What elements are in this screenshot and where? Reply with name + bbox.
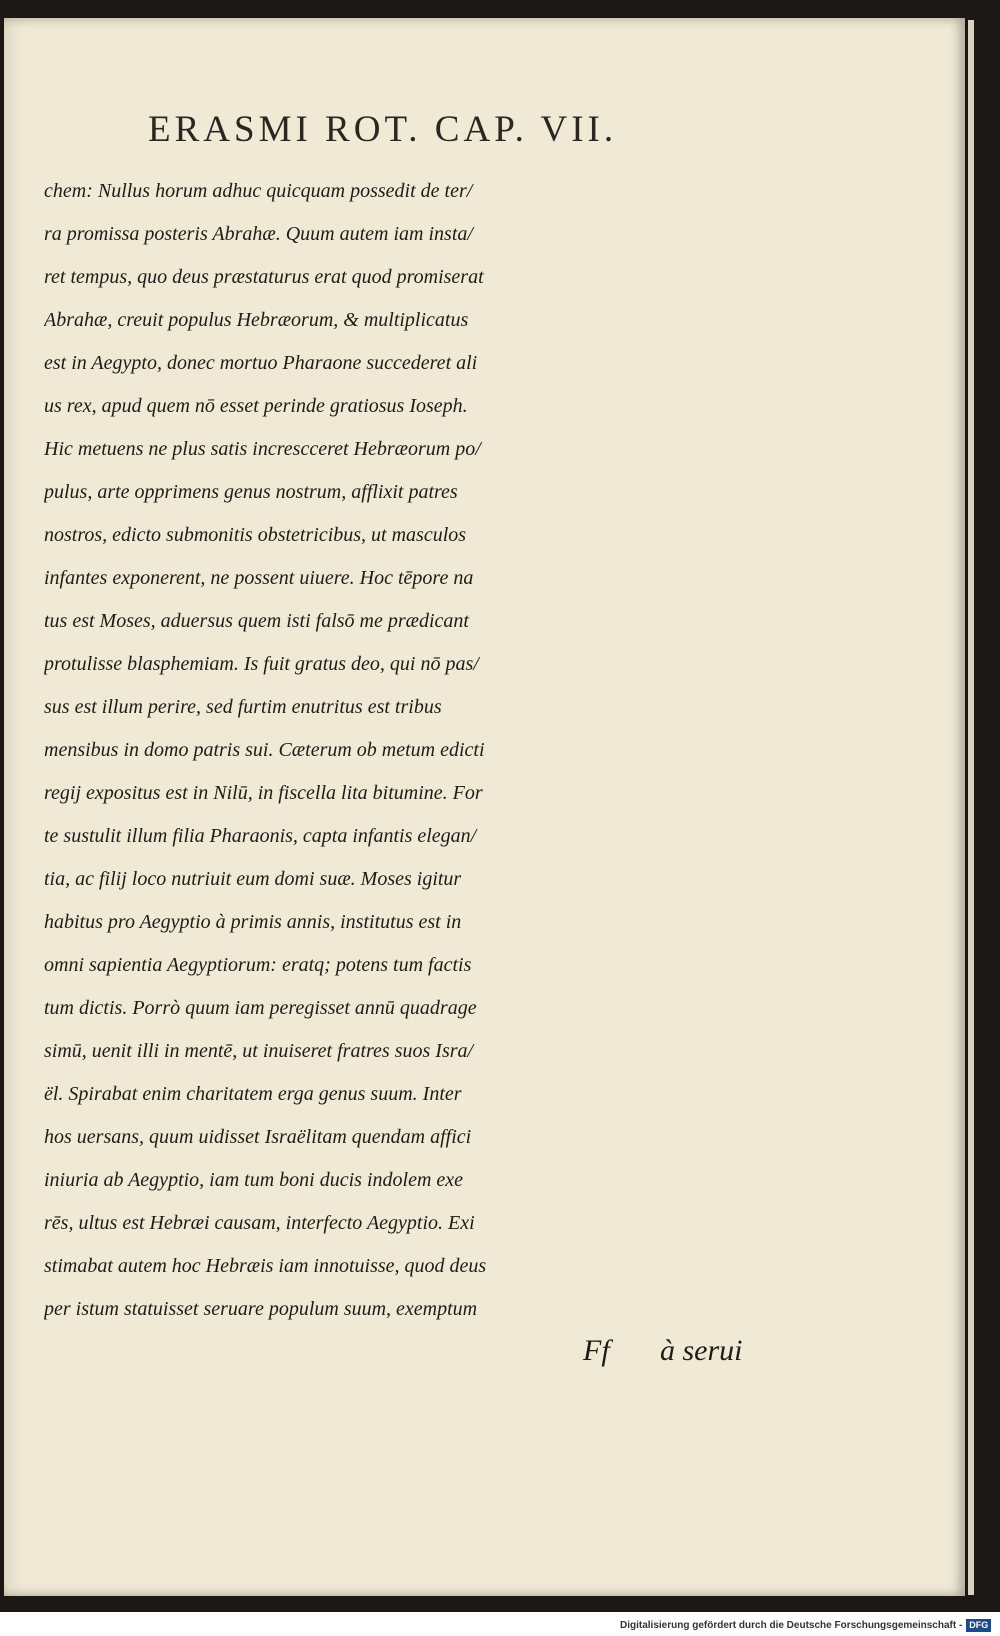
text-line: omni sapientia Aegyptiorum: eratq; potens tum factis bbox=[44, 954, 472, 976]
text-line: habitus pro Aegyptio à primis annis, institutus est in bbox=[44, 911, 462, 933]
footer-text: Digitalisierung gefördert durch die Deutsche Forschungsgemeinschaft - bbox=[620, 1619, 963, 1631]
text-line: regij expositus est in Nilū, in fiscella lita bitumine. For bbox=[44, 782, 483, 804]
text-line: us rex, apud quem nō esset perinde gratiosus Ioseph. bbox=[44, 395, 468, 417]
signature-mark: Ff bbox=[583, 1334, 610, 1367]
text-line: infantes exponerent, ne possent uiuere. Hoc tēpore na bbox=[44, 567, 474, 589]
text-line: ël. Spirabat enim charitatem erga genus suum. Inter bbox=[44, 1083, 462, 1105]
text-line: mensibus in domo patris sui. Cæterum ob metum edicti bbox=[44, 739, 485, 761]
text-line: nostros, edicto submonitis obstetricibus, ut masculos bbox=[44, 524, 467, 546]
body-text bbox=[44, 170, 754, 1331]
running-head: ERASMI ROT. CAP. VII. bbox=[148, 109, 618, 150]
catchword: à serui bbox=[660, 1334, 743, 1367]
text-line: Hic metuens ne plus satis increscceret Hebræorum po/ bbox=[44, 438, 481, 460]
text-line: protulisse blasphemiam. Is fuit gratus deo, qui nō pas/ bbox=[44, 653, 479, 675]
text-line: sus est illum perire, sed furtim enutritus est tribus bbox=[44, 696, 442, 718]
text-line: pulus, arte opprimens genus nostrum, afflixit patres bbox=[44, 481, 458, 503]
text-line: ra promissa posteris Abrahæ. Quum autem iam insta/ bbox=[44, 223, 473, 245]
text-line: hos uersans, quum uidisset Israëlitam quendam affici bbox=[44, 1126, 472, 1148]
text-line: stimabat autem hoc Hebræis iam innotuisse, quod deus bbox=[44, 1255, 487, 1277]
dfg-logo: DFG bbox=[966, 1619, 991, 1632]
text-line: tus est Moses, aduersus quem isti falsō me prædicant bbox=[44, 610, 469, 632]
text-line: ret tempus, quo deus præstaturus erat quod promiserat bbox=[44, 266, 484, 288]
page-edge bbox=[968, 20, 974, 1595]
text-line: simū, uenit illi in mentē, ut inuiseret fratres suos Isra/ bbox=[44, 1040, 474, 1062]
text-line: Abrahæ, creuit populus Hebræorum, & multiplicatus bbox=[44, 309, 469, 331]
text-line: chem: Nullus horum adhuc quicquam possedit de ter/ bbox=[44, 180, 473, 202]
text-line: per istum statuisset seruare populum suum, exemptum bbox=[44, 1298, 478, 1320]
text-line: te sustulit illum filia Pharaonis, capta infantis elegan/ bbox=[44, 825, 477, 847]
text-line: rēs, ultus est Hebræi causam, interfecto Aegyptio. Exi bbox=[44, 1212, 475, 1234]
text-line: tum dictis. Porrò quum iam peregisset annū quadrage bbox=[44, 997, 477, 1019]
text-line: tia, ac filij loco nutriuit eum domi suæ. Moses igitur bbox=[44, 868, 462, 890]
text-line: est in Aegypto, donec mortuo Pharaone succederet ali bbox=[44, 352, 478, 374]
digitization-footer bbox=[620, 1617, 996, 1633]
text-line: iniuria ab Aegyptio, iam tum boni ducis indolem exe bbox=[44, 1169, 464, 1191]
